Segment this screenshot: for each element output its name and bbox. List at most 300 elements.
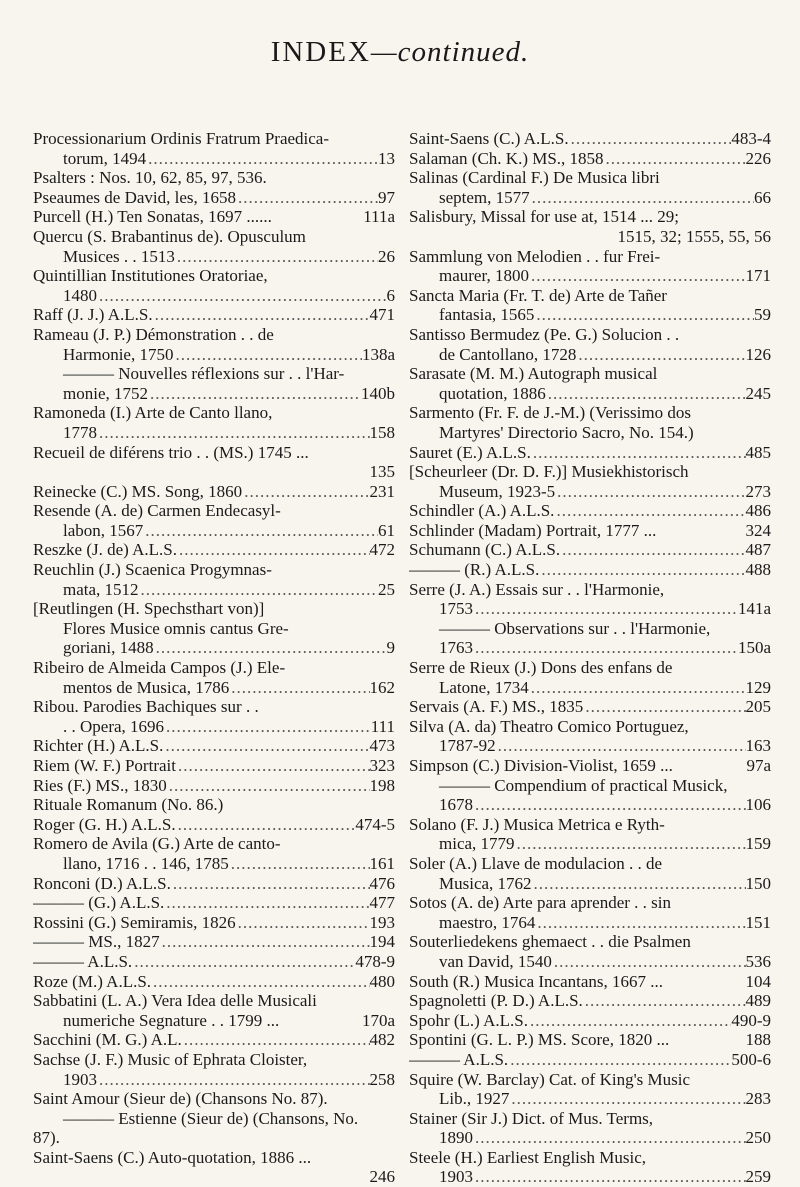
header-title: INDEX [270, 36, 371, 68]
index-line [409, 619, 771, 639]
index-line [33, 1167, 395, 1187]
index-line [33, 736, 395, 756]
dot-leader [242, 482, 369, 502]
index-line [33, 1089, 395, 1109]
index-line [409, 932, 771, 952]
index-line [409, 521, 771, 541]
dot-leader [509, 1089, 745, 1109]
index-line [409, 188, 771, 208]
index-entry-text: 1787-92 [439, 736, 496, 756]
dot-leader [508, 1050, 731, 1070]
dot-leader [97, 423, 370, 443]
index-line [33, 129, 395, 149]
index-line [409, 1070, 771, 1090]
dot-leader [146, 149, 378, 169]
index-page-ref: 25 [378, 579, 395, 599]
index-line [409, 286, 771, 306]
dot-leader [229, 854, 370, 874]
index-entry-text: septem, 1577 [439, 187, 530, 207]
dot-leader [560, 540, 745, 560]
index-page-ref: 473 [369, 736, 395, 756]
dot-leader [552, 952, 746, 972]
dot-leader [229, 678, 369, 698]
index-line [409, 345, 771, 365]
index-line [33, 834, 395, 854]
index-line [33, 697, 395, 717]
index-entry-text: llano, 1716 . . 146, 1785 [63, 853, 229, 873]
index-line [409, 834, 771, 854]
index-line [33, 815, 395, 835]
index-line [409, 501, 771, 521]
index-entry-text: Ribou. Parodies Bachiques sur . . [33, 697, 259, 717]
index-line [409, 1128, 771, 1148]
index-entry-text: goriani, 1488 [63, 638, 154, 658]
index-line [33, 345, 395, 365]
dot-leader [539, 560, 745, 580]
index-entry-text: torum, 1494 [63, 148, 147, 168]
index-page-ref: 13 [378, 148, 395, 168]
index-entry-text: Reinecke (C.) MS. Song, 1860 [33, 481, 243, 501]
index-entry-text: 135 [369, 462, 395, 482]
index-line [33, 619, 395, 639]
index-line [33, 168, 395, 188]
index-entry-text: 1903 [439, 1167, 473, 1187]
dot-leader [182, 1030, 370, 1050]
dot-leader [173, 345, 361, 365]
index-line [409, 756, 771, 776]
dot-leader [176, 815, 356, 835]
index-line [409, 207, 771, 227]
index-entry-text: 87). [33, 1128, 60, 1148]
index-page-ref: 193 [369, 912, 395, 932]
index-entry-text: Serre (J. A.) Essais sur . . l'Harmonie, [409, 579, 665, 599]
index-entry-text: ——— Compendium of practical Musick, [439, 775, 728, 795]
index-entry-text: Musica, 1762 [439, 873, 532, 893]
index-entry-text: Resende (A. de) Carmen Endecasyl- [33, 501, 281, 521]
index-page-ref: 483-4 [731, 129, 771, 148]
index-entry-text: mata, 1512 [63, 579, 139, 599]
index-page-ref: 273 [745, 481, 771, 501]
index-line [409, 462, 771, 482]
index-line [33, 658, 395, 678]
index-line [33, 286, 395, 306]
index-entry-text: van David, 1540 [439, 951, 552, 971]
index-entry-text: Soler (A.) Llave de modulacion . . de [409, 853, 663, 873]
index-page-ref: 141a [737, 599, 771, 619]
index-entry-text: . . Opera, 1696 [63, 716, 165, 736]
index-entry-text: Steele (H.) Earliest English Music, [409, 1147, 647, 1167]
index-entry-text: Sarmento (Fr. F. de J.-M.) (Verissimo dos [409, 403, 691, 423]
index-page-ref: 138a [361, 344, 395, 364]
index-line [33, 1030, 395, 1050]
index-entry-text: Schumann (C.) A.L.S. [409, 540, 561, 560]
index-page-ref: 151 [745, 912, 771, 932]
index-page-ref: 472 [369, 540, 395, 560]
dot-leader [236, 913, 370, 933]
index-line [409, 972, 771, 992]
index-entry-text: Ronconi (D.) A.L.S. [33, 873, 171, 893]
index-entry-text: 1778 [63, 422, 97, 442]
index-page-ref: 490-9 [731, 1010, 771, 1030]
dot-leader [604, 149, 746, 169]
index-line [33, 638, 395, 658]
index-entry-text: numeriche Segnature . . 1799 ... [63, 1010, 280, 1030]
index-line [33, 854, 395, 874]
index-entry-text: 1903 [63, 1069, 97, 1089]
index-entry-text: Roze (M.) A.L.S. [33, 971, 152, 991]
dot-leader [171, 874, 370, 894]
index-line [409, 227, 771, 247]
dot-leader [154, 638, 387, 658]
index-line [409, 168, 771, 188]
dot-leader [176, 756, 370, 776]
index-line [409, 678, 771, 698]
dot-leader [132, 952, 355, 972]
index-line [409, 1148, 771, 1168]
index-line [409, 1167, 771, 1187]
index-page-ref: 487 [745, 540, 771, 560]
index-line [409, 736, 771, 756]
index-entry-text: mentos de Musica, 1786 [63, 677, 230, 697]
index-entry-text: 1515, 32; 1555, 55, 56 [617, 226, 771, 246]
index-line [409, 129, 771, 149]
dot-leader [546, 384, 746, 404]
index-line [33, 756, 395, 776]
dot-leader [473, 1128, 746, 1148]
index-entry-text: Salinas (Cardinal F.) De Musica libri [409, 168, 660, 188]
index-entry-text: South (R.) Musica Incantans, 1667 ... [409, 971, 664, 991]
dot-leader [528, 1011, 731, 1031]
index-line [33, 932, 395, 952]
index-page-ref: 231 [369, 481, 395, 501]
index-page-ref: 126 [745, 344, 771, 364]
index-entry-text: Raff (J. J.) A.L.S. [33, 305, 153, 325]
index-entry-text: Ribeiro de Almeida Campos (J.) Ele- [33, 658, 286, 678]
index-line [409, 325, 771, 345]
index-entry-text: ——— A.L.S. [33, 951, 133, 971]
index-entry-text: maestro, 1764 [439, 912, 536, 932]
index-page-ref: 61 [378, 520, 395, 540]
index-line [33, 1148, 395, 1168]
index-line [33, 384, 395, 404]
index-line [409, 795, 771, 815]
index-line [33, 1109, 395, 1129]
index-entry-text: Reuchlin (J.) Scaenica Progymnas- [33, 560, 272, 580]
index-page-ref: 250 [745, 1128, 771, 1148]
index-entry-text: 1480 [63, 285, 97, 305]
index-line [409, 952, 771, 972]
dot-leader [164, 893, 369, 913]
index-entry-text: Sarasate (M. M.) Autograph musical [409, 364, 658, 384]
index-entry-text: labon, 1567 [63, 520, 144, 540]
index-entry-text: ——— MS., 1827 [33, 932, 160, 952]
index-line [409, 266, 771, 286]
index-line [409, 305, 771, 325]
index-page-ref: 106 [745, 795, 771, 815]
index-page-ref: 283 [745, 1089, 771, 1109]
index-entry-text: 1753 [439, 599, 473, 619]
dot-leader [555, 482, 745, 502]
index-line [33, 482, 395, 502]
index-column-left [33, 129, 395, 1187]
index-line [409, 854, 771, 874]
index-entry-text: Silva (A. da) Theatro Comico Portuguez, [409, 716, 689, 736]
index-entry-text: Processionarium Ordinis Fratrum Praedica- [33, 129, 330, 148]
index-page-ref: 188 [745, 1030, 771, 1050]
index-entry-text: Riem (W. F.) Portrait [33, 756, 176, 775]
index-page-ref: 59 [754, 305, 771, 325]
index-line [409, 697, 771, 717]
index-page-ref: 500-6 [731, 1049, 771, 1069]
dot-leader [175, 247, 378, 267]
index-line [33, 599, 395, 619]
index-page-ref: 258 [369, 1069, 395, 1089]
index-entry-text: Quintillian Institutiones Oratoriae, [33, 266, 268, 286]
index-line [33, 580, 395, 600]
index-entry-text: Lib., 1927 [439, 1089, 510, 1109]
index-entry-text: Romero de Avila (G.) Arte de canto- [33, 834, 281, 854]
index-line [409, 893, 771, 913]
index-entry-text: Recueil de diférens trio . . (MS.) 1745 ... [33, 442, 309, 462]
index-line [409, 1089, 771, 1109]
index-page-ref: 536 [745, 951, 771, 971]
index-entry-text: Schlinder (Madam) Portrait, 1777 ... [409, 520, 657, 540]
index-entry-text: Rossini (G.) Semiramis, 1826 [33, 912, 236, 932]
index-entry-text: Simpson (C.) Division-Violist, 1659 ... [409, 756, 673, 775]
dot-leader [473, 599, 738, 619]
index-page-ref: 104 [745, 971, 771, 991]
page-header [0, 36, 800, 69]
index-entry-text: Pseaumes de David, les, 1658 [33, 187, 237, 207]
index-entry-text: quotation, 1886 [439, 383, 546, 403]
index-page-ref: 170a [361, 1010, 395, 1030]
index-page-ref: 158 [369, 422, 395, 442]
index-entry-text: Spagnoletti (P. D.) A.L.S. [409, 991, 583, 1011]
index-line [33, 501, 395, 521]
index-line [409, 443, 771, 463]
dot-leader [569, 129, 732, 149]
index-entry-text: maurer, 1800 [439, 266, 529, 286]
index-line [409, 658, 771, 678]
index-entry-text: [Scheurleer (Dr. D. F.)] Musiekhistorisch [409, 462, 689, 482]
index-line [33, 462, 395, 482]
dot-leader [160, 932, 370, 952]
index-entry-text: Reszke (J. de) A.L.S. [33, 540, 178, 560]
index-entry-text: mica, 1779 [439, 834, 515, 854]
dot-leader [473, 638, 738, 658]
dot-leader [529, 678, 746, 698]
dot-leader [163, 736, 369, 756]
index-page-ref: 140b [361, 383, 395, 403]
index-line [33, 364, 395, 384]
dot-leader [97, 1070, 370, 1090]
index-line [409, 913, 771, 933]
index-line [33, 305, 395, 325]
index-line [33, 1050, 395, 1070]
index-entry-text: Rameau (J. P.) Démonstration . . de [33, 324, 274, 344]
index-page-ref: 324 [745, 520, 771, 540]
index-page-ref: 226 [745, 148, 771, 168]
index-line [33, 423, 395, 443]
index-line [33, 207, 395, 227]
index-entry-text: Schindler (A.) A.L.S. [409, 501, 555, 521]
index-line [33, 403, 395, 423]
index-line [33, 913, 395, 933]
index-line [409, 403, 771, 423]
dot-leader [177, 540, 369, 560]
index-page-ref: 489 [745, 991, 771, 1011]
index-line [33, 678, 395, 698]
dot-leader [529, 266, 746, 286]
index-page-ref: 486 [745, 501, 771, 521]
index-page-ref: 480 [369, 971, 395, 991]
index-page-ref: 477 [369, 893, 395, 913]
index-entry-text: Saint-Saens (C.) A.L.S. [409, 129, 569, 148]
index-page-ref: 198 [369, 775, 395, 795]
index-line [33, 266, 395, 286]
index-entry-text: Saint-Saens (C.) Auto-quotation, 1886 ... [33, 1147, 312, 1167]
index-page-ref: 129 [745, 677, 771, 697]
index-page-ref: 97 [378, 187, 395, 207]
index-page-ref: 162 [369, 677, 395, 697]
index-entry-text: Souterliedekens ghemaect . . die Psalmen [409, 932, 691, 952]
dot-leader [153, 305, 370, 325]
index-line [409, 776, 771, 796]
index-line [33, 443, 395, 463]
index-line [33, 776, 395, 796]
index-page-ref: 245 [745, 383, 771, 403]
index-entry-text: Salaman (Ch. K.) MS., 1858 [409, 148, 604, 168]
index-entry-text: Servais (A. F.) MS., 1835 [409, 697, 584, 717]
index-page-ref: 111 [370, 716, 395, 736]
index-line [33, 560, 395, 580]
index-page-ref: 66 [754, 187, 771, 207]
index-entry-text: 1763 [439, 638, 473, 658]
dot-leader [531, 443, 746, 463]
index-entry-text: Sachse (J. F.) Music of Ephrata Cloister, [33, 1049, 308, 1069]
index-page-ref: 163 [745, 736, 771, 756]
index-entry-text: Spohr (L.) A.L.S. [409, 1010, 528, 1030]
index-line [409, 560, 771, 580]
dot-leader [167, 776, 370, 796]
index-page-ref: 161 [369, 853, 395, 873]
index-line [33, 893, 395, 913]
index-page-ref: 97a [746, 756, 771, 775]
dot-leader [496, 736, 746, 756]
index-line [33, 188, 395, 208]
index-entry-text: Flores Musice omnis cantus Gre- [63, 618, 289, 638]
index-page-ref: 485 [745, 442, 771, 462]
dot-leader [532, 874, 746, 894]
index-entry-text: Sabbatini (L. A.) Vera Idea delle Musicali [33, 991, 317, 1011]
index-entry-text: 246 [369, 1167, 395, 1187]
index-line [409, 384, 771, 404]
index-entry-text: Richter (H.) A.L.S. [33, 736, 164, 756]
index-entry-text: Latone, 1734 [439, 677, 529, 697]
dot-leader [164, 717, 371, 737]
index-line [33, 972, 395, 992]
index-line [33, 952, 395, 972]
index-line [33, 874, 395, 894]
index-entry-text: ——— Estienne (Sieur de) (Chansons, No. [63, 1108, 359, 1128]
index-entry-text: Squire (W. Barclay) Cat. of King's Music [409, 1069, 690, 1089]
dot-leader [473, 795, 746, 815]
index-entry-text: Psalters : Nos. 10, 62, 85, 97, 536. [33, 168, 267, 188]
index-entry-text: ——— Observations sur . . l'Harmonie, [439, 618, 711, 638]
index-line [33, 521, 395, 541]
index-line [409, 1109, 771, 1129]
index-line [409, 482, 771, 502]
index-page-ref: 488 [745, 560, 771, 580]
index-line [33, 1070, 395, 1090]
index-entry-text: Stainer (Sir J.) Dict. of Mus. Terms, [409, 1108, 654, 1128]
index-line [33, 717, 395, 737]
index-line [409, 1011, 771, 1031]
index-page-ref: 26 [378, 246, 395, 266]
index-entry-text: Sotos (A. de) Arte para aprender . . sin [409, 893, 672, 913]
index-line [409, 580, 771, 600]
index-entry-text: de Cantollano, 1728 [439, 344, 577, 364]
index-line [409, 599, 771, 619]
index-entry-text: Spontini (G. L. P.) MS. Score, 1820 ... [409, 1030, 670, 1050]
index-entry-text: Serre de Rieux (J.) Dons des enfans de [409, 658, 673, 678]
index-column-right [409, 129, 771, 1187]
index-page-ref: 150a [737, 638, 771, 658]
index-page-ref: 171 [745, 266, 771, 286]
index-line [33, 227, 395, 247]
index-page-ref: 476 [369, 873, 395, 893]
index-line [409, 364, 771, 384]
header-suffix: —continued. [370, 36, 530, 68]
index-line [33, 247, 395, 267]
index-entry-text: Saint Amour (Sieur de) (Chansons No. 87). [33, 1089, 328, 1109]
dot-leader [530, 188, 754, 208]
dot-leader [583, 697, 745, 717]
index-line [33, 1011, 395, 1031]
index-entry-text: 1890 [439, 1128, 473, 1148]
index-line [409, 149, 771, 169]
index-page-ref: 205 [745, 697, 771, 717]
index-line [409, 815, 771, 835]
index-entry-text: Solano (F. J.) Musica Metrica e Ryth- [409, 814, 665, 834]
index-entry-text: Roger (G. H.) A.L.S. [33, 814, 176, 834]
index-entry-text: fantasia, 1565 [439, 305, 535, 325]
index-entry-text: Sammlung von Melodien . . fur Frei- [409, 246, 661, 266]
index-entry-text: Harmonie, 1750 [63, 344, 174, 364]
dot-leader [151, 972, 369, 992]
dot-leader [139, 580, 378, 600]
index-page-ref: 111a [363, 207, 395, 227]
index-page-ref: 471 [369, 305, 395, 325]
dot-leader [554, 501, 745, 521]
index-entry-text: ——— A.L.S. [409, 1049, 509, 1069]
index-page-ref: 159 [745, 834, 771, 854]
index-line [409, 423, 771, 443]
index-line [33, 795, 395, 815]
index-line [33, 1128, 395, 1148]
index-entry-text: Santisso Bermudez (Pe. G.) Solucion . . [409, 324, 680, 344]
index-page-ref: 194 [369, 932, 395, 952]
index-entry-text: Salisbury, Missal for use at, 1514 ... 29; [409, 207, 679, 227]
index-line [409, 540, 771, 560]
index-line [409, 1050, 771, 1070]
index-entry-text: ——— Nouvelles réflexions sur . . l'Har- [63, 364, 345, 384]
index-entry-text: [Reutlingen (H. Spechsthart von)] [33, 599, 265, 619]
index-entry-text: Rituale Romanum (No. 86.) [33, 795, 224, 815]
index-entry-text: Musices . . 1513 [63, 246, 175, 266]
index-entry-text: Quercu (S. Brabantinus de). Opusculum [33, 226, 306, 246]
index-entry-text: ——— (R.) A.L.S. [409, 560, 540, 580]
